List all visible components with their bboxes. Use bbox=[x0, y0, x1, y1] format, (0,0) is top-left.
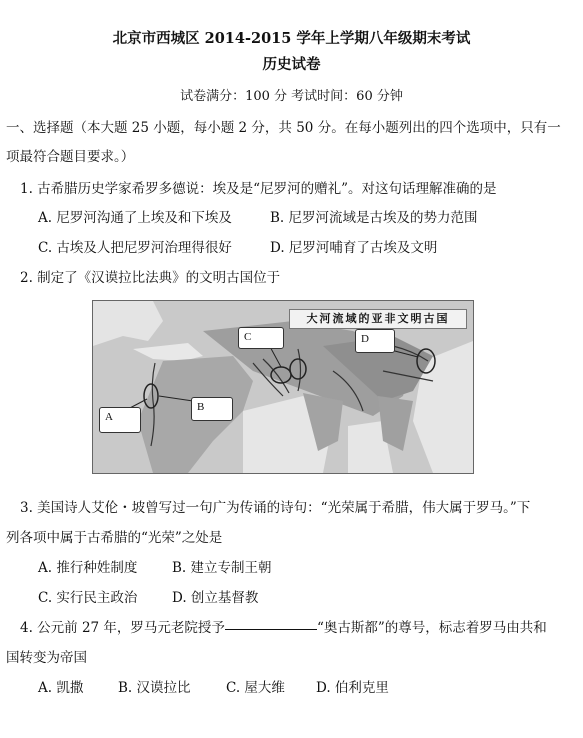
question-2-stem: 2. 制定了《汉谟拉比法典》的文明古国位于 bbox=[20, 270, 281, 286]
answer-blank[interactable] bbox=[225, 628, 317, 630]
question-3-option-c[interactable]: C. 实行民主政治 bbox=[38, 590, 138, 606]
question-3-option-a[interactable]: A. 推行种姓制度 bbox=[38, 560, 138, 576]
question-1-option-d[interactable]: D. 尼罗河哺育了古埃及文明 bbox=[270, 240, 438, 256]
question-1-option-a[interactable]: A. 尼罗河沟通了上埃及和下埃及 bbox=[38, 210, 232, 226]
question-4-stem-part1: 4. 公元前 27 年，罗马元老院授予 bbox=[20, 620, 225, 636]
question-1-option-c[interactable]: C. 古埃及人把尼罗河治理得很好 bbox=[38, 240, 232, 256]
question-4-option-c[interactable]: C. 屋大维 bbox=[226, 680, 285, 696]
map-title: 大河流域的亚非文明古国 bbox=[289, 309, 467, 329]
map-label-d-text: D bbox=[361, 333, 369, 345]
question-4-stem-line2: 国转变为帝国 bbox=[6, 650, 87, 666]
question-4-stem-part2: “奥古斯都”的尊号，标志着罗马由共和 bbox=[316, 620, 547, 636]
exam-subtitle: 历史试卷 bbox=[262, 56, 321, 73]
question-4-option-a[interactable]: A. 凯撒 bbox=[38, 680, 84, 696]
question-1-stem: 1. 古希腊历史学家希罗多德说：埃及是“尼罗河的赠礼”。对这句话理解准确的是 bbox=[20, 181, 497, 197]
question-3-stem-line1: 3. 美国诗人艾伦・坡曾写过一句广为传诵的诗句：“光荣属于希腊，伟大属于罗马。”下 bbox=[20, 500, 531, 516]
map-label-b-text: B bbox=[197, 401, 205, 413]
map-label-c bbox=[238, 327, 284, 349]
map-label-c-text: C bbox=[244, 331, 252, 343]
map-label-d bbox=[355, 329, 395, 353]
question-4-stem-line1 bbox=[20, 616, 547, 636]
ancient-civilizations-map bbox=[92, 300, 474, 474]
question-3-stem-line2: 列各项中属于古希腊的“光荣”之处是 bbox=[6, 530, 223, 546]
question-1-option-b[interactable]: B. 尼罗河流域是古埃及的势力范围 bbox=[270, 210, 478, 226]
map-label-a-text: A bbox=[105, 411, 113, 423]
question-4-option-d[interactable]: D. 伯利克里 bbox=[316, 680, 389, 696]
question-3-option-b[interactable]: B. 建立专制王朝 bbox=[172, 560, 272, 576]
section-heading-line1: 一、选择题（本大题 25 小题，每小题 2 分，共 50 分。在每小题列出的四个选项中，只有一 bbox=[6, 120, 561, 136]
exam-title: 北京市西城区 2014-2015 学年上学期八年级期末考试 bbox=[112, 30, 471, 47]
question-3-option-d[interactable]: D. 创立基督教 bbox=[172, 590, 259, 606]
exam-meta: 试卷满分：100 分 考试时间：60 分钟 bbox=[180, 89, 403, 104]
map-label-b bbox=[191, 397, 233, 421]
question-4-option-b[interactable]: B. 汉谟拉比 bbox=[118, 680, 191, 696]
map-label-a bbox=[99, 407, 141, 433]
section-heading-line2: 项最符合题目要求。） bbox=[6, 149, 135, 165]
